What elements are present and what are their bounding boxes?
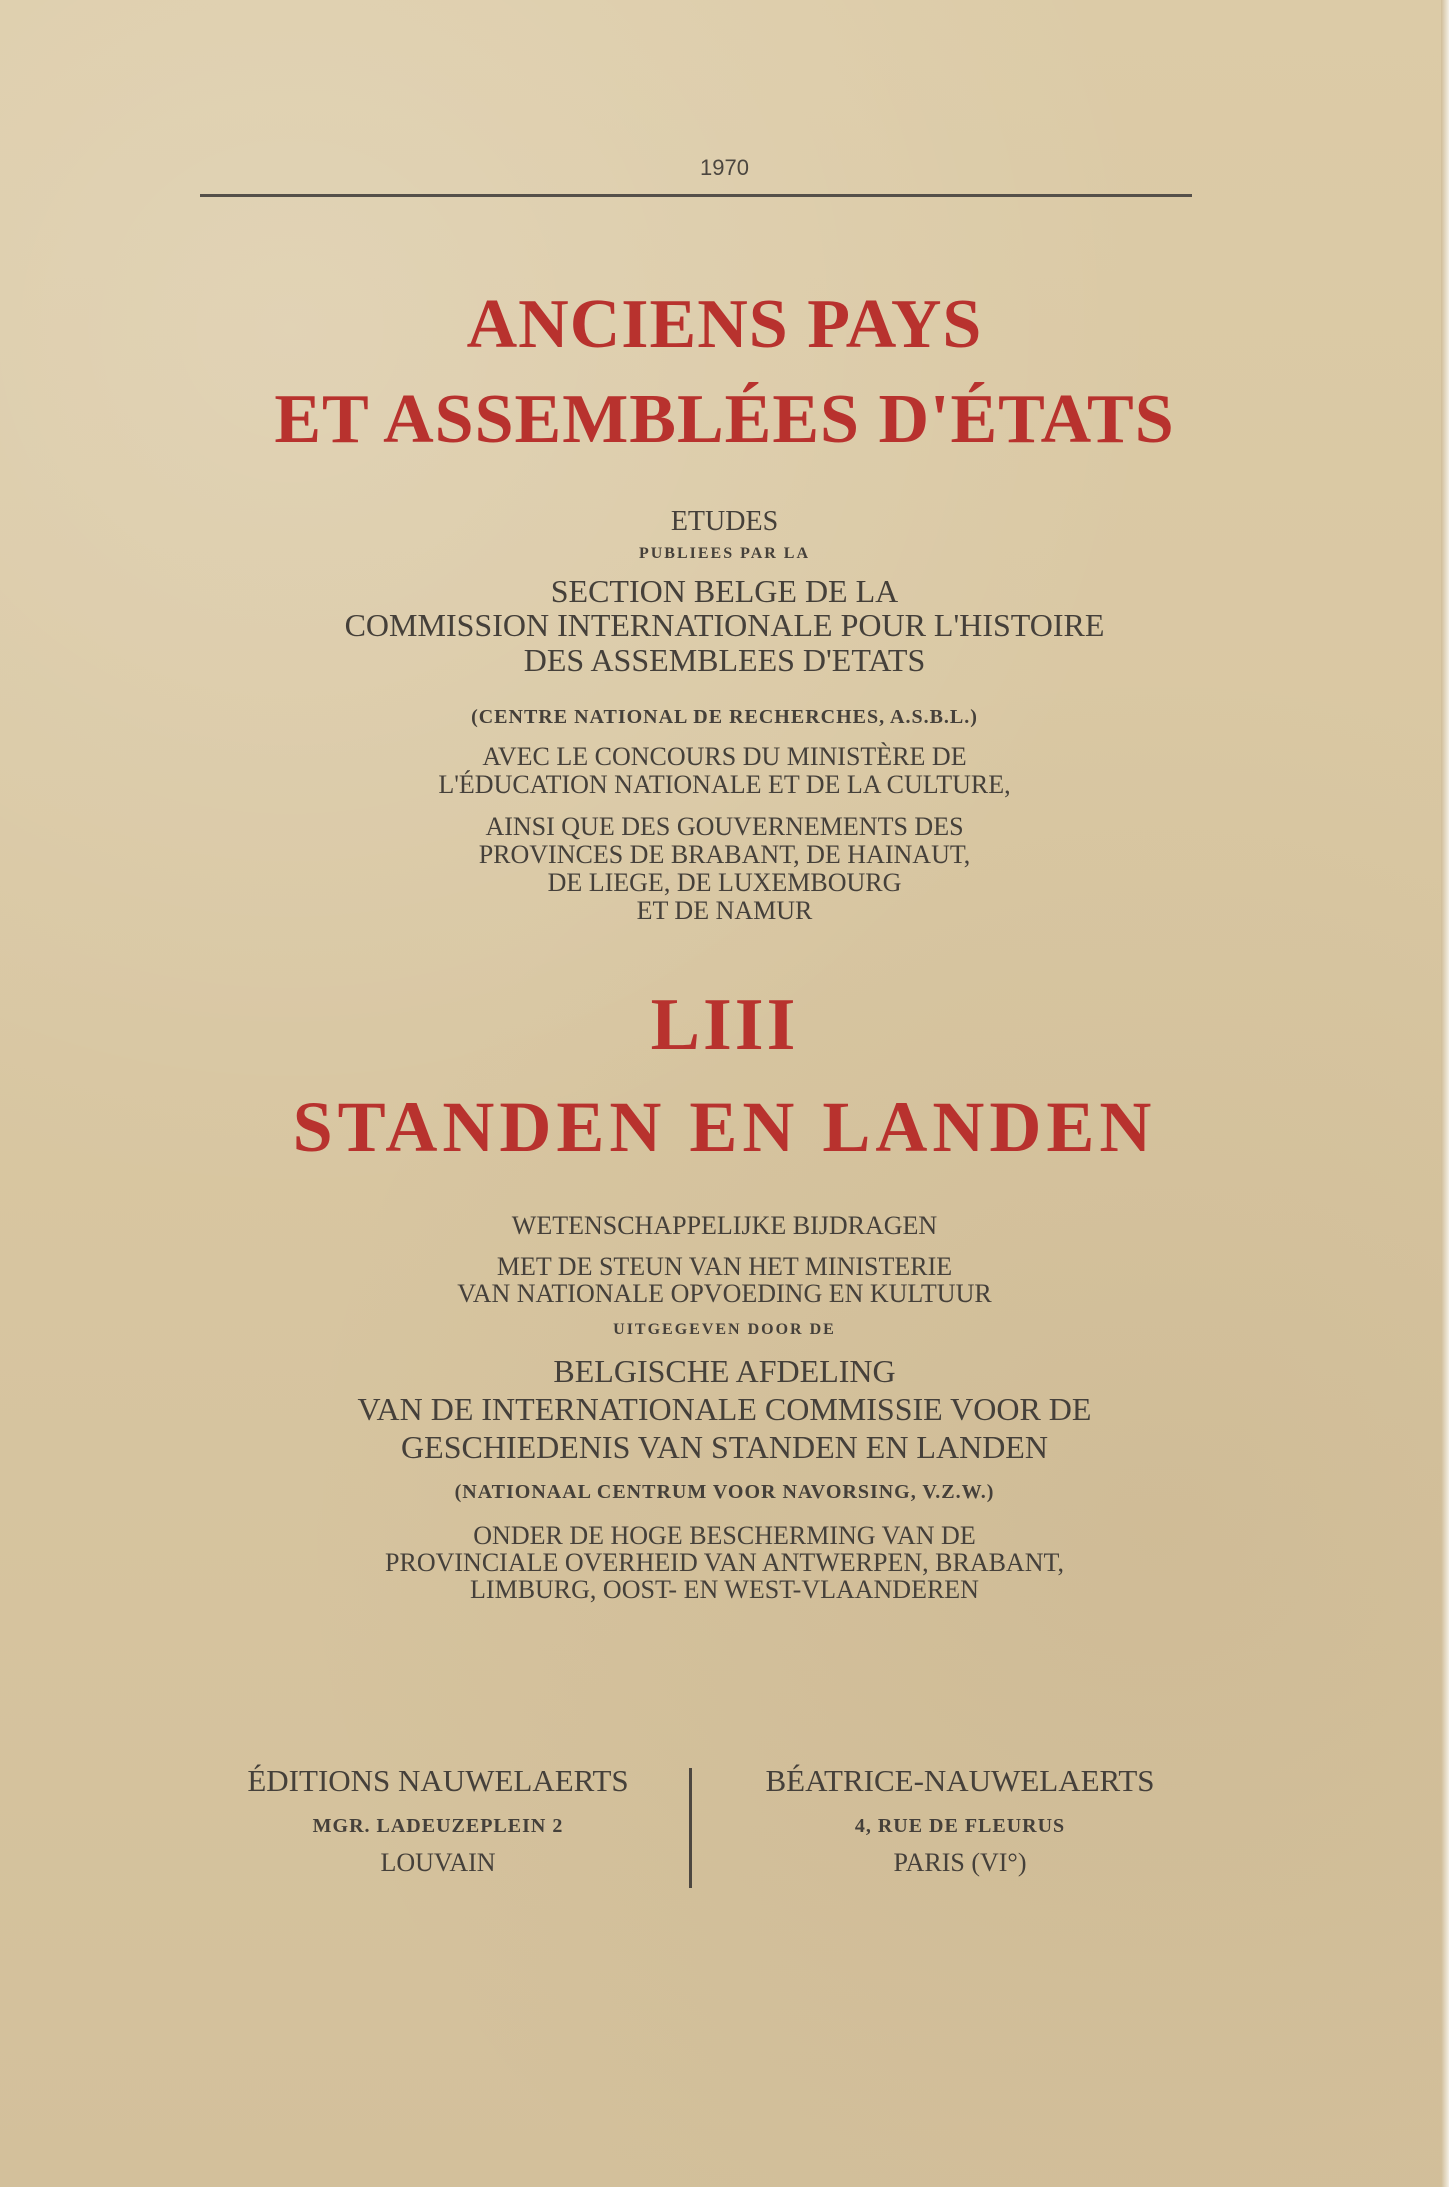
nationaal-centrum-label: (NATIONAAL CENTRUM VOOR NAVORSING, V.Z.W.) <box>454 1481 995 1503</box>
bescherming-line-2: PROVINCIALE OVERHEID VAN ANTWERPEN, BRABANT, <box>385 1548 1064 1577</box>
afdeling-line-3: GESCHIEDENIS VAN STANDEN EN LANDEN <box>401 1429 1048 1465</box>
publisher-right-name: BÉATRICE-NAUWELAERTS <box>765 1763 1155 1798</box>
section-line-1: SECTION BELGE DE LA <box>550 573 899 609</box>
publication-year: 1970 <box>700 155 749 180</box>
publisher-left-address: MGR. LADEUZEPLEIN 2 <box>312 1815 564 1837</box>
section-line-3: DES ASSEMBLEES D'ETATS <box>523 642 926 678</box>
afdeling-line-1: BELGISCHE AFDELING <box>553 1353 896 1389</box>
provinces-line-1: AINSI QUE DES GOUVERNEMENTS DES <box>485 812 964 841</box>
publiees-label: PUBLIEES PAR LA <box>638 545 811 562</box>
main-title-line-2: ET ASSEMBLÉES D'ÉTATS <box>274 381 1175 458</box>
uitgegeven-label: UITGEGEVEN DOOR DE <box>613 1321 836 1338</box>
centre-national-label: (CENTRE NATIONAL DE RECHERCHES, A.S.B.L.) <box>471 706 978 728</box>
header-rule <box>200 194 1192 197</box>
bescherming-line-3: LIMBURG, OOST- EN WEST-VLAANDEREN <box>470 1575 979 1604</box>
bescherming-line-1: ONDER DE HOGE BESCHERMING VAN DE <box>473 1521 976 1550</box>
afdeling-line-2: VAN DE INTERNATIONALE COMMISSIE VOOR DE <box>357 1391 1092 1427</box>
provinces-line-2: PROVINCES DE BRABANT, DE HAINAUT, <box>478 840 971 869</box>
publisher-right-city: PARIS (VI°) <box>893 1848 1027 1877</box>
main-title-line-1: ANCIENS PAYS <box>466 286 983 363</box>
dutch-title: STANDEN EN LANDEN <box>292 1087 1157 1167</box>
section-line-2: COMMISSION INTERNATIONALE POUR L'HISTOIRE <box>344 607 1105 643</box>
provinces-line-4: ET DE NAMUR <box>636 896 813 925</box>
publisher-left-city: LOUVAIN <box>380 1848 496 1877</box>
wetenschap-label: WETENSCHAPPELIJKE BIJDRAGEN <box>511 1211 938 1240</box>
publisher-left-name: ÉDITIONS NAUWELAERTS <box>247 1763 629 1798</box>
concours-line-2: L'ÉDUCATION NATIONALE ET DE LA CULTURE, <box>438 770 1011 799</box>
publisher-divider <box>689 1768 692 1888</box>
publisher-paris <box>700 1763 1220 1878</box>
volume-number: LIII <box>650 984 799 1066</box>
etudes-label: ETUDES <box>670 506 779 537</box>
steun-line-1: MET DE STEUN VAN HET MINISTERIE <box>496 1252 953 1281</box>
publisher-louvain <box>178 1763 698 1878</box>
steun-line-2: VAN NATIONALE OPVOEDING EN KULTUUR <box>457 1279 992 1308</box>
publisher-right-address: 4, RUE DE FLEURUS <box>854 1815 1066 1837</box>
provinces-line-3: DE LIEGE, DE LUXEMBOURG <box>547 868 902 897</box>
concours-line-1: AVEC LE CONCOURS DU MINISTÈRE DE <box>482 742 967 771</box>
